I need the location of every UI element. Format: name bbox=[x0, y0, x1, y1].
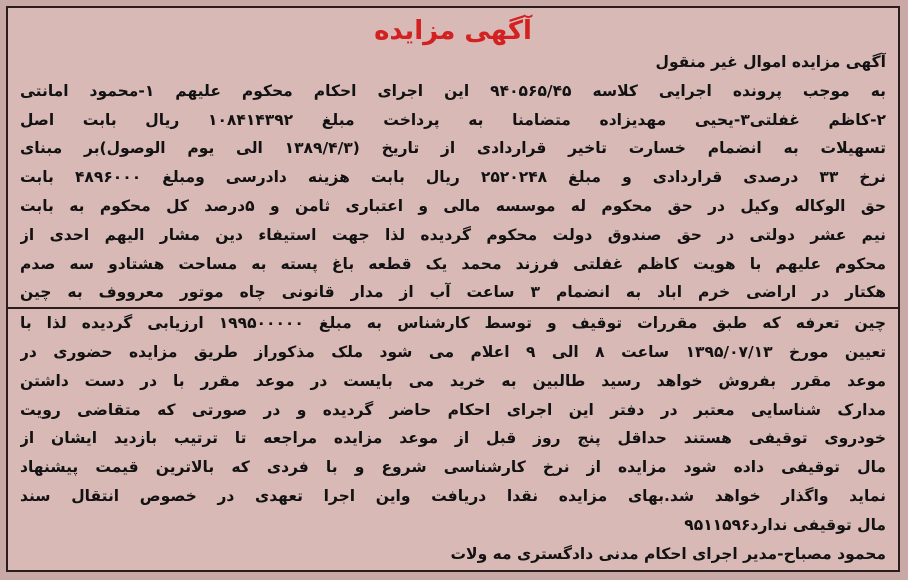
signature: محمود مصباح-مدیر اجرای احکام مدنی دادگستری مه ولات bbox=[450, 544, 886, 563]
text-line: هکتار در اراضی خرم اباد به انضمام ۳ ساعت آب از مدار قانونی چاه موتور معرووف به چین bbox=[20, 283, 886, 302]
text-line: تسهیلات به انضمام خسارت تاخیر قراردادی از تاریخ (۱۳۸۹/۴/۳ الی یوم الوصول)بر مبنای bbox=[20, 139, 886, 158]
text-line: نرخ ۳۳ درصدی قراردادی و مبلغ ۲۵۲۰۲۴۸ ریال بابت هزینه دادرسی ومبلغ ۴۸۹۶۰۰۰ بابت bbox=[20, 168, 886, 187]
text-line: حق الوکاله وکیل در حق محکوم له موسسه مالی و اعتباری ثامن و ۵درصد کل محکوم به بابت bbox=[20, 196, 886, 215]
notice-page bbox=[6, 6, 900, 572]
text-line: نماید واگذار خواهد شد.بهای مزایده نقدا دریافت واین اجرا تعهدی در خصوص انتقال سند bbox=[20, 486, 886, 505]
text-line: مال توقیفی ندارد۹۵۱۱۵۹۶ bbox=[684, 515, 886, 534]
text-line: چین تعرفه که طبق مقررات توقیف و توسط کارشناس به مبلغ ۱۹۹۵۰۰۰۰۰ ارزیابی گردیده لذا با bbox=[20, 314, 886, 333]
text-line: موعد مقرر بفروش خواهد رسید طالبین به خرید می بایست در موعد مقرر با در دست داشتن bbox=[20, 371, 886, 390]
text-line: محکوم علیهم با هویت کاظم غفلتی فرزند محمد یک قطعه باغ پسته به مساحت هشتادو سه صدم bbox=[20, 254, 886, 273]
text-line: مدارک شناسایی معتبر در دفتر این اجرای احکام حاضر گردیده و در صورتی که متقاضی رویت bbox=[20, 400, 886, 419]
text-line: ۲-کاظم غفلتی۳-یحیی مهدیزاده متضامنا به پرداخت مبلغ ۱۰۸۴۱۴۳۹۲ ریال بابت اصل bbox=[20, 110, 886, 129]
text-line: خودروی توقیفی هستند حداقل پنج روز قبل از موعد مزایده مراجعه تا ترتیب بازدید ایشان از bbox=[20, 429, 886, 448]
notice-body bbox=[20, 48, 886, 568]
notice-title: آگهی مزایده bbox=[374, 16, 532, 46]
text-line: به موجب پرونده اجرایی کلاسه ۹۴۰۵۶۵/۴۵ این اجرای احکام محکوم علیهم ۱-محمود امانتی bbox=[20, 81, 886, 100]
text-line: آگهی مزایده اموال غیر منقول bbox=[655, 53, 886, 71]
text-line: نیم عشر دولتی در حق صندوق دولت محکوم گردیده لذا جهت استیفاء دین مشار الیهم احدی از bbox=[20, 225, 886, 244]
text-line: تعیین مورخ ۱۳۹۵/۰۷/۱۳ ساعت ۸ الی ۹ اعلام می شود ملک مذکوراز طریق مزایده حضوری در bbox=[20, 342, 886, 361]
text-line: مال توقیفی داده شود مزایده از نرخ کارشناسی شروع و با فردی که بالاترین قیمت پیشنهاد bbox=[20, 458, 886, 477]
